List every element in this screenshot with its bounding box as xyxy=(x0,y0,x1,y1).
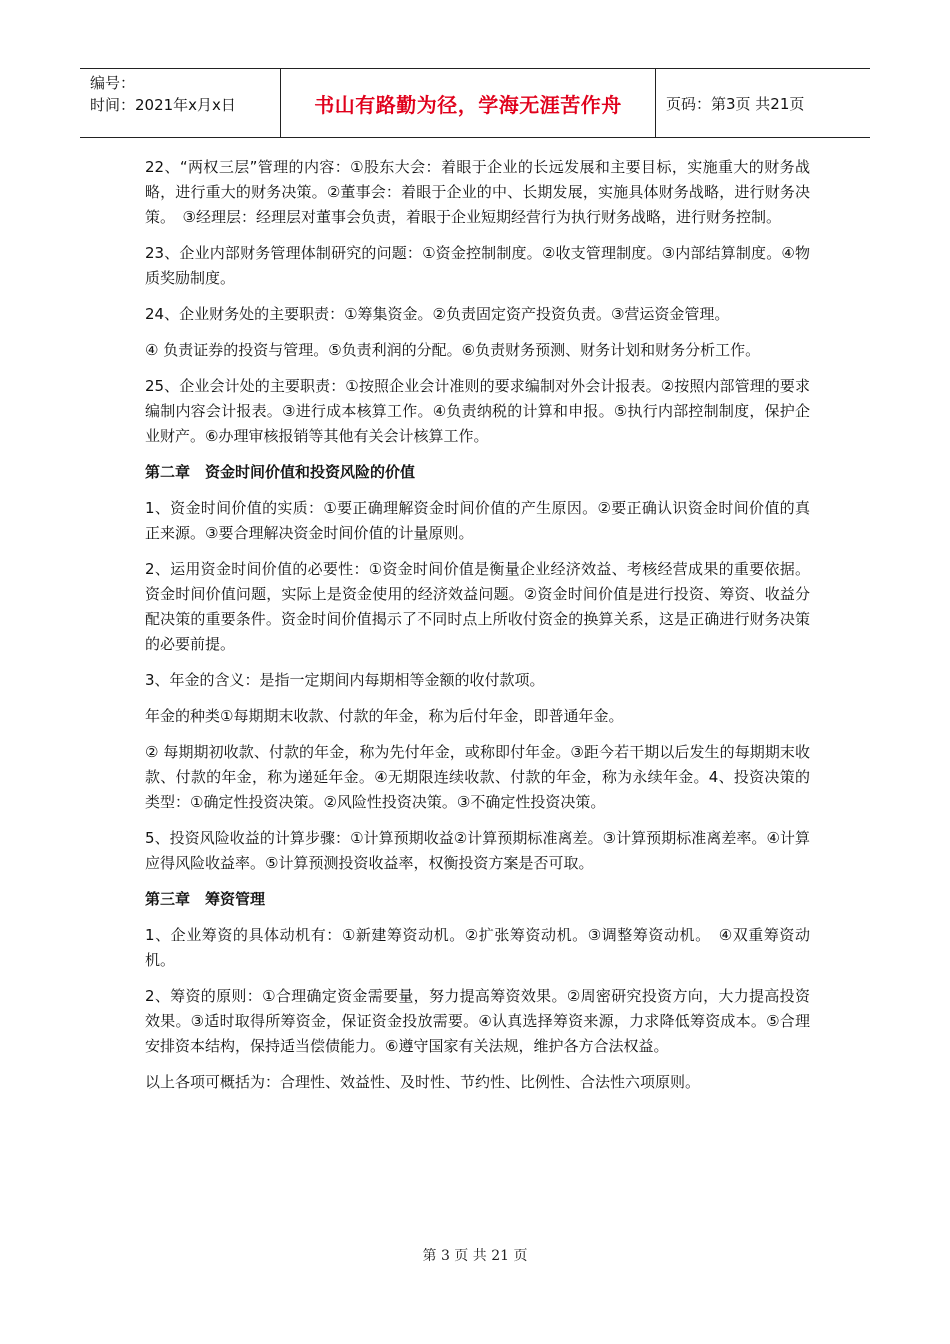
paragraph: 1、企业筹资的具体动机有：①新建筹资动机。②扩张筹资动机。③调整筹资动机。 ④双重筹资动机。 xyxy=(145,926,810,969)
document-date-label: 时间：2021年x月x日 xyxy=(90,96,236,114)
paragraph: 2、筹资的原则：①合理确定资金需要量，努力提高筹资效果。②周密研究投资方向，大力提高投资效果。③适时取得所筹资金，保证资金投放需要。④认真选择筹资来源，力求降低筹资成本。⑤合理安排资本结构，保持适当偿债能力。⑥遵守国家有关法规，维护各方合法权益。 xyxy=(145,987,810,1055)
page-header xyxy=(80,68,870,138)
header-page-number: 页码：第3页 共21页 xyxy=(666,94,805,113)
paragraph: ④ 负责证券的投资与管理。⑤负责利润的分配。⑥负责财务预测、财务计划和财务分析工作。 xyxy=(145,341,761,359)
chapter-heading: 第三章 筹资管理 xyxy=(145,890,266,908)
paragraph: 以上各项可概括为：合理性、效益性、及时性、节约性、比例性、合法性六项原则。 xyxy=(145,1073,701,1091)
header-motto: 书山有路勤为径，学海无涯苦作舟 xyxy=(281,69,656,137)
chapter-heading: 第二章 资金时间价值和投资风险的价值 xyxy=(145,463,416,481)
paragraph: 22、“两权三层”管理的内容：①股东大会：着眼于企业的长远发展和主要目标，实施重大的财务战略，进行重大的财务决策。②董事会：着眼于企业的中、长期发展，实施具体财务战略，进行财务决策。 ③经理层：经理层对董事会负责，着眼于企业短期经营行为执行财务战略，进行财务控制。 xyxy=(145,158,810,226)
paragraph: 25、企业会计处的主要职责：①按照企业会计准则的要求编制对外会计报表。②按照内部管理的要求编制内容会计报表。③进行成本核算工作。④负责纳税的计算和申报。⑤执行内部控制制度，保护企业财产。⑥办理审核报销等其他有关会计核算工作。 xyxy=(145,377,810,445)
paragraph: 23、企业内部财务管理体制研究的问题：①资金控制制度。②收支管理制度。③内部结算制度。④物质奖励制度。 xyxy=(145,244,810,287)
paragraph: 2、运用资金时间价值的必要性：①资金时间价值是衡量企业经济效益、考核经营成果的重要依据。资金时间价值问题，实际上是资金使用的经济效益问题。②资金时间价值是进行投资、筹资、收益分配决策的重要条件。资金时间价值揭示了不同时点上所收付资金的换算关系，这是正确进行财务决策的必要前提。 xyxy=(145,560,810,653)
paragraph: 年金的种类①每期期末收款、付款的年金，称为后付年金，即普通年金。 xyxy=(145,707,624,725)
paragraph: 1、资金时间价值的实质：①要正确理解资金时间价值的产生原因。②要正确认识资金时间价值的真正来源。③要合理解决资金时间价值的计量原则。 xyxy=(145,499,810,542)
paragraph: 3、年金的含义：是指一定期间内每期相等金额的收付款项。 xyxy=(145,671,545,689)
page-footer: 第 3 页 共 21 页 xyxy=(422,1248,528,1264)
document-body xyxy=(145,155,810,1106)
header-meta xyxy=(80,69,281,137)
paragraph: 24、企业财务处的主要职责：①筹集资金。②负责固定资产投资负责。③营运资金管理。 xyxy=(145,305,730,323)
document-number-label: 编号： xyxy=(90,74,136,92)
paragraph: 5、投资风险收益的计算步骤：①计算预期收益②计算预期标准离差。③计算预期标准离差率。④计算应得风险收益率。⑤计算预测投资收益率，权衡投资方案是否可取。 xyxy=(145,829,810,872)
paragraph: ② 每期期初收款、付款的年金，称为先付年金，或称即付年金。③距今若干期以后发生的每期期末收款、付款的年金，称为递延年金。④无期限连续收款、付款的年金，称为永续年金。4、投资决策的类型：①确定性投资决策。②风险性投资决策。③不确定性投资决策。 xyxy=(145,743,810,811)
